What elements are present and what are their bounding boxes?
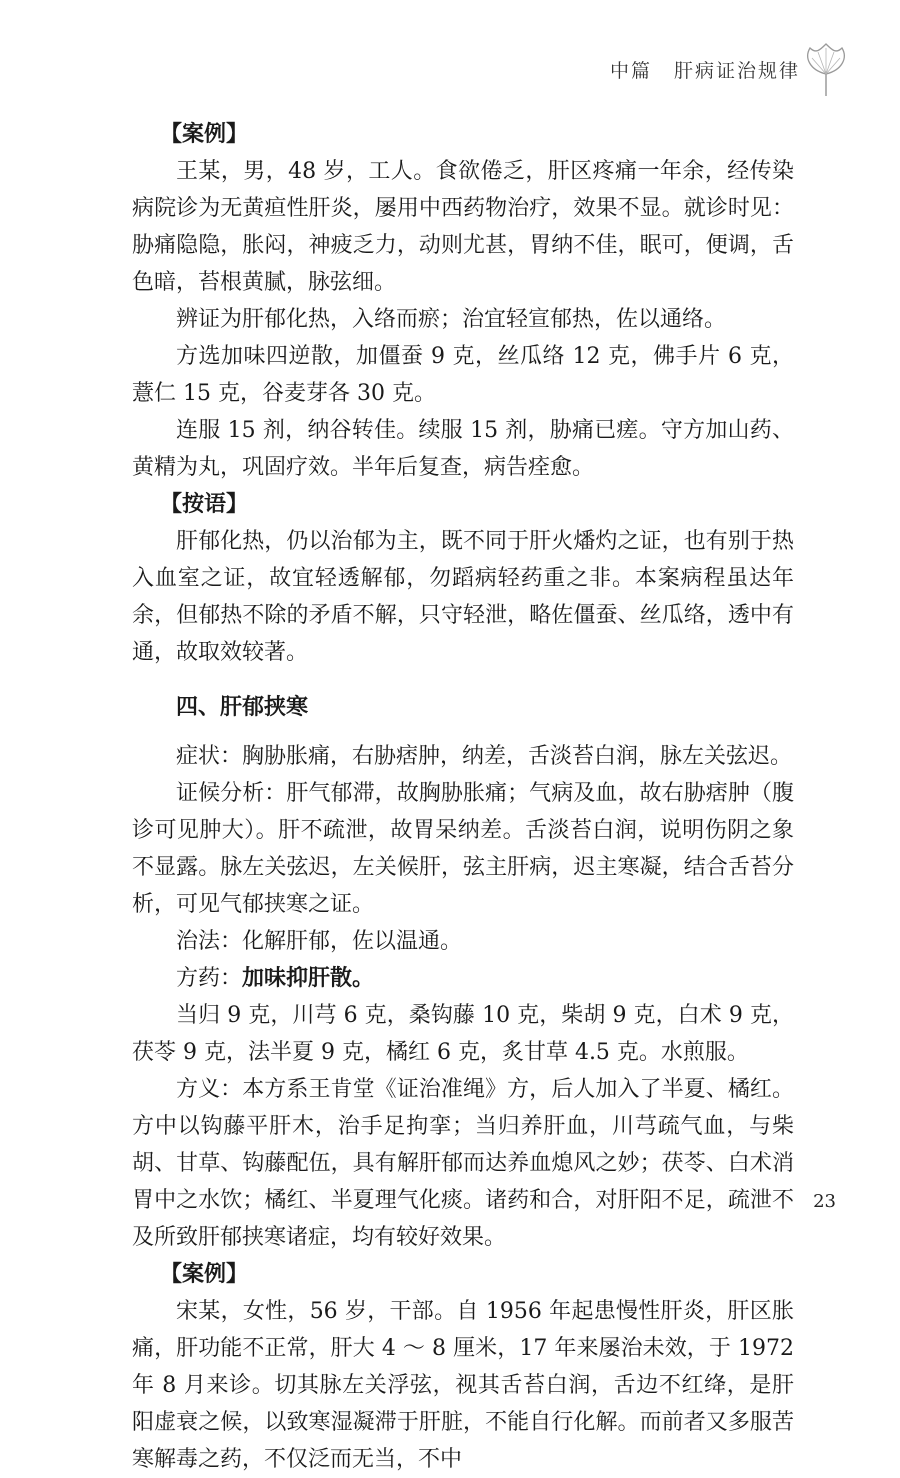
case-label: 【案例】 xyxy=(160,1261,249,1287)
page-body xyxy=(132,116,794,1478)
section-heading: 四、肝郁挟寒 xyxy=(176,694,309,720)
analysis-paragraph: 证候分析：肝气郁滞，故胸胁胀痛；气病及血，故右胁痞肿（腹诊可见肿大）。肝不疏泄，故胃呆纳差。舌淡苔白润，说明伤阴之象不显露。脉左关弦迟，左关候肝，弦主肝病，迟主寒凝，结合舌苔分析，可见气郁挟寒之证。 xyxy=(132,781,794,917)
case-paragraph: 宋某，女性，56 岁，干部。自 1956 年起患慢性肝炎，肝区胀痛，肝功能不正常，肝大 4 ～ 8 厘米，17 年来屡治未效，于 1972 年 8 月来诊。切其脉左关浮弦，视其舌苔白润，舌边不红绛，是肝阳虚衰之候，以致寒湿凝滞于肝脏，不能自行化解。而前者又多服苦寒解毒之药，不仅泛而无当，不中 xyxy=(132,1299,794,1472)
case-paragraph: 王某，男，48 岁，工人。食欲倦乏，肝区疼痛一年余，经传染病院诊为无黄疸性肝炎，屡用中西药物治疗，效果不显。就诊时见：胁痛隐隐，胀闷，神疲乏力，动则尤甚，胃纳不佳，眠可，便调，舌色暗，苔根黄腻，脉弦细。 xyxy=(132,159,794,295)
formula-name: 加味抑肝散。 xyxy=(242,965,375,991)
page-number: 23 xyxy=(813,1191,836,1212)
ingredients-paragraph: 当归 9 克，川芎 6 克，桑钩藤 10 克，柴胡 9 克，白术 9 克，茯苓 9 克，法半夏 9 克，橘红 6 克，炙甘草 4.5 克。水煎服。 xyxy=(132,1003,794,1065)
ginkgo-leaf-icon xyxy=(800,40,852,100)
method-paragraph: 治法：化解肝郁，佐以温通。 xyxy=(176,929,463,954)
note-label: 【按语】 xyxy=(160,491,249,517)
case-paragraph: 连服 15 剂，纳谷转佳。续服 15 剂，胁痛已瘥。守方加山药、黄精为丸，巩固疗效。半年后复查，病告痊愈。 xyxy=(132,418,794,480)
header-part: 中篇 xyxy=(609,60,652,82)
case-paragraph: 方选加味四逆散，加僵蚕 9 克，丝瓜络 12 克，佛手片 6 克，薏仁 15 克，谷麦芽各 30 克。 xyxy=(132,344,794,406)
header-chapter: 肝病证治规律 xyxy=(673,60,800,82)
running-header xyxy=(610,56,800,83)
case-paragraph: 辨证为肝郁化热，入络而瘀；治宜轻宣郁热，佐以通络。 xyxy=(176,307,727,332)
formula-paragraph xyxy=(132,960,794,997)
symptoms-paragraph: 症状：胸胁胀痛，右胁痞肿，纳差，舌淡苔白润，脉左关弦迟。 xyxy=(176,744,793,769)
explanation-paragraph: 方义：本方系王肯堂《证治准绳》方，后人加入了半夏、橘红。方中以钩藤平肝木，治手足拘挛；当归养肝血，川芎疏气血，与柴胡、甘草、钩藤配伍，具有解肝郁而达养血熄风之妙；茯苓、白术消胃中之水饮；橘红、半夏理气化痰。诸药和合，对肝阳不足，疏泄不及所致肝郁挟寒诸症，均有较好效果。 xyxy=(132,1077,794,1250)
case-label: 【案例】 xyxy=(160,121,249,147)
note-paragraph: 肝郁化热，仍以治郁为主，既不同于肝火燔灼之证，也有别于热入血室之证，故宜轻透解郁，勿蹈病轻药重之非。本案病程虽达年余，但郁热不除的矛盾不解，只守轻泄，略佐僵蚕、丝瓜络，透中有通，故取效较著。 xyxy=(132,529,794,665)
formula-prefix: 方药： xyxy=(176,966,243,991)
